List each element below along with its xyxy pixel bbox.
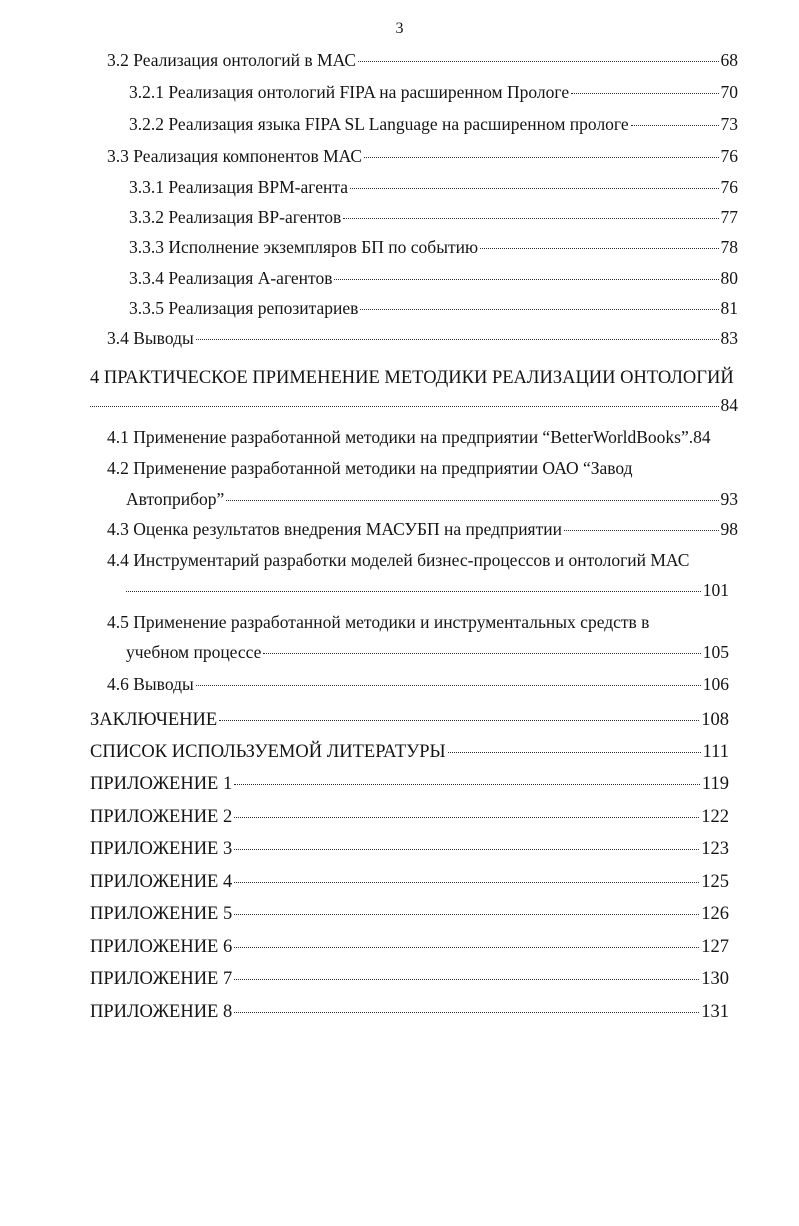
dot-leader xyxy=(234,1012,699,1013)
dot-leader xyxy=(90,406,719,407)
toc-entry-title: 3.4 Выводы xyxy=(107,328,194,348)
toc-entry-appendix-1[interactable] xyxy=(90,772,729,796)
dot-leader xyxy=(564,530,719,531)
toc-entry-title: ПРИЛОЖЕНИЕ 8 xyxy=(90,1002,233,1022)
toc-entry-title: 4.3 Оценка результатов внедрения МАСУБП на предприятии xyxy=(107,519,562,539)
dot-leader xyxy=(480,248,718,249)
toc-entry-page: 127 xyxy=(701,937,729,957)
dot-leader xyxy=(196,685,701,686)
dot-leader xyxy=(219,720,699,721)
dot-leader xyxy=(631,125,719,126)
toc-entry-3-2[interactable] xyxy=(107,48,738,72)
toc-entry-3-2-1[interactable] xyxy=(129,80,738,104)
toc-entry-page: 70 xyxy=(720,82,738,102)
toc-entry-title: 3.3.5 Реализация репозитариев xyxy=(129,298,359,318)
dot-leader xyxy=(360,309,718,310)
toc-entry-title: ПРИЛОЖЕНИЕ 6 xyxy=(90,937,233,957)
toc-entry-page: 68 xyxy=(720,50,738,70)
toc-entry-appendix-3[interactable] xyxy=(90,837,729,861)
toc-entry-title: ПРИЛОЖЕНИЕ 2 xyxy=(90,807,233,827)
toc-entry-page: 125 xyxy=(701,872,729,892)
toc-entry-page: 98 xyxy=(720,519,738,539)
toc-entry-title: ПРИЛОЖЕНИЕ 1 xyxy=(90,774,233,794)
toc-entry-page: 111 xyxy=(702,742,729,762)
page-number: 3 xyxy=(395,20,404,37)
toc-entry-title: ПРИЛОЖЕНИЕ 4 xyxy=(90,872,233,892)
toc-entry-title: 3.3.4 Реализация А-агентов xyxy=(129,268,333,288)
toc-entry-4-2[interactable] xyxy=(107,456,738,480)
toc-entry-3-3[interactable] xyxy=(107,144,738,168)
toc-entry-page: 122 xyxy=(701,807,729,827)
toc-entry-page: 105 xyxy=(702,642,729,662)
toc-entry-4-4-leader xyxy=(126,578,729,602)
toc-entry-title: ПРИЛОЖЕНИЕ 5 xyxy=(90,904,233,924)
toc-entry-page: 73 xyxy=(720,114,738,134)
toc-entry-title: 3.3 Реализация компонентов МАС xyxy=(107,146,363,166)
toc-entry-page: 80 xyxy=(720,268,738,288)
toc-entry-conclusion[interactable] xyxy=(90,708,729,732)
toc-entry-4-4[interactable] xyxy=(107,548,738,572)
toc-entry-title-continued: Автоприбор” xyxy=(126,489,225,509)
toc-entry-page: 126 xyxy=(701,904,729,924)
dot-leader xyxy=(126,591,701,592)
toc-entry-title-continued: учебном процессе xyxy=(126,642,262,662)
dot-leader xyxy=(234,817,699,818)
toc-entry-appendix-4[interactable] xyxy=(90,870,729,894)
toc-entry-page: 108 xyxy=(701,710,729,730)
toc-entry-page: 78 xyxy=(720,237,738,257)
toc-entry-title: 3.2.2 Реализация языка FIPA SL Language на расширенном прологе xyxy=(129,114,629,134)
toc-entry-title: 4.5 Применение разработанной методики и инструментальных средств в xyxy=(107,612,650,632)
dot-leader xyxy=(234,784,700,785)
toc-entry-title: 3.3.1 Реализация BPM-агента xyxy=(129,177,348,197)
dot-leader xyxy=(334,279,718,280)
dot-leader xyxy=(343,218,718,219)
toc-entry-3-3-2[interactable] xyxy=(129,205,738,229)
toc-entry-title: 4.2 Применение разработанной методики на предприятии ОАО “Завод xyxy=(107,458,633,478)
toc-entry-title: СПИСОК ИСПОЛЬЗУЕМОЙ ЛИТЕРАТУРЫ xyxy=(90,742,446,762)
toc-entry-appendix-5[interactable] xyxy=(90,902,729,926)
toc-entry-page: 123 xyxy=(701,839,729,859)
dot-leader xyxy=(571,93,718,94)
dot-leader xyxy=(234,882,699,883)
toc-entry-title: 4.1 Применение разработанной методики на предприятии “BetterWorldBooks”. xyxy=(107,427,694,447)
toc-entry-title: ПРИЛОЖЕНИЕ 7 xyxy=(90,969,233,989)
toc-entry-title: 3.2.1 Реализация онтологий FIPA на расширенном Прологе xyxy=(129,82,570,102)
toc-entry-chapter-4-leader xyxy=(90,393,738,417)
toc-entry-title: ПРИЛОЖЕНИЕ 3 xyxy=(90,839,233,859)
dot-leader xyxy=(226,500,718,501)
toc-entry-4-6[interactable] xyxy=(107,672,729,696)
dot-leader xyxy=(448,752,701,753)
toc-entry-references[interactable] xyxy=(90,740,729,764)
toc-entry-page: 83 xyxy=(720,328,738,348)
toc-entry-title: 3.3.3 Исполнение экземпляров БП по событию xyxy=(129,237,479,257)
toc-entry-4-1[interactable] xyxy=(107,425,738,449)
toc-entry-page: 119 xyxy=(701,774,729,794)
dot-leader xyxy=(234,849,699,850)
toc-entry-3-3-5[interactable] xyxy=(129,296,738,320)
dot-leader xyxy=(234,914,699,915)
toc-entry-title: 4.4 Инструментарий разработки моделей бизнес-процессов и онтологий МАС xyxy=(107,550,690,570)
toc-entry-4-5-cont[interactable] xyxy=(126,640,729,664)
toc-entry-page: 76 xyxy=(720,177,738,197)
toc-entry-page: 101 xyxy=(702,580,729,600)
toc-entry-title: 3.3.2 Реализация BP-агентов xyxy=(129,207,342,227)
dot-leader xyxy=(350,188,719,189)
dot-leader xyxy=(234,947,699,948)
dot-leader xyxy=(234,979,699,980)
dot-leader xyxy=(364,157,718,158)
toc-entry-appendix-7[interactable] xyxy=(90,967,729,991)
toc-entry-chapter-4[interactable] xyxy=(90,366,738,390)
toc-entry-3-3-3[interactable] xyxy=(129,235,738,259)
toc-entry-3-3-1[interactable] xyxy=(129,175,738,199)
toc-entry-page: 93 xyxy=(720,489,738,509)
toc-entry-appendix-6[interactable] xyxy=(90,935,729,959)
toc-entry-page: 84 xyxy=(693,427,711,447)
toc-entry-appendix-8[interactable] xyxy=(90,1000,729,1024)
toc-entry-title: 3.2 Реализация онтологий в МАС xyxy=(107,50,357,70)
toc-entry-page: 81 xyxy=(720,298,738,318)
toc-entry-title: 4 ПРАКТИЧЕСКОЕ ПРИМЕНЕНИЕ МЕТОДИКИ РЕАЛИЗАЦИИ ОНТОЛОГИЙ xyxy=(90,368,734,388)
toc-entry-page: 77 xyxy=(720,207,738,227)
toc-entry-page: 131 xyxy=(701,1002,729,1022)
toc-entry-3-3-4[interactable] xyxy=(129,266,738,290)
toc-entry-4-3[interactable] xyxy=(107,517,738,541)
toc-entry-page: 106 xyxy=(702,674,729,694)
toc-entry-4-5[interactable] xyxy=(107,610,738,634)
toc-entry-page: 84 xyxy=(720,395,738,415)
toc-entry-title: 4.6 Выводы xyxy=(107,674,194,694)
toc-entry-title: ЗАКЛЮЧЕНИЕ xyxy=(90,710,218,730)
dot-leader xyxy=(263,653,700,654)
dot-leader xyxy=(196,339,719,340)
toc-entry-page: 76 xyxy=(720,146,738,166)
toc-entry-4-2-cont[interactable] xyxy=(126,487,738,511)
toc-entry-3-4[interactable] xyxy=(107,326,738,350)
toc-entry-page: 130 xyxy=(701,969,729,989)
toc-entry-3-2-2[interactable] xyxy=(129,112,738,136)
dot-leader xyxy=(358,61,718,62)
toc-entry-appendix-2[interactable] xyxy=(90,805,729,829)
